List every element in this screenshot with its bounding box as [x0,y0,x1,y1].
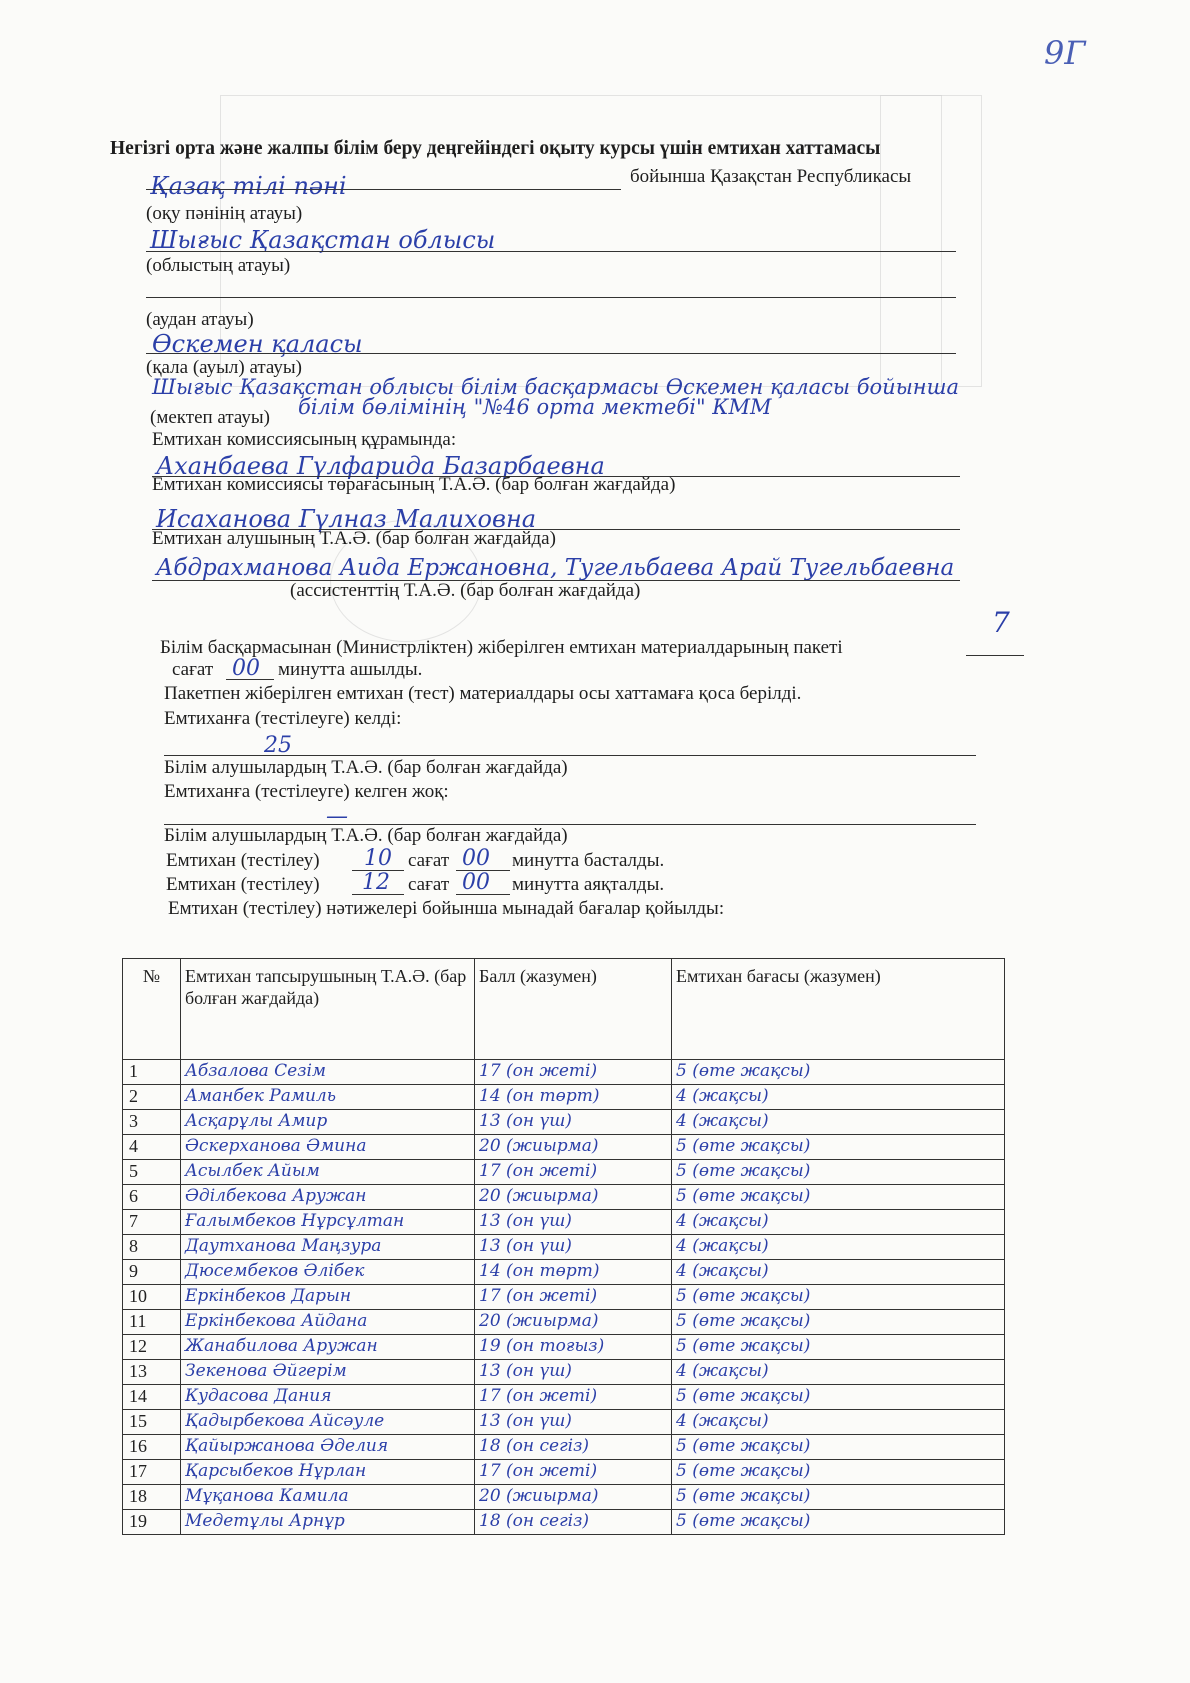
table-row [123,1085,1005,1110]
row-score: 13 (он үш) [475,1235,672,1260]
subject-suffix: бойынша Қазақстан Республикасы [630,166,912,187]
row-score: 14 (он төрт) [475,1085,672,1110]
row-name: Қайыржанова Әделия [181,1435,475,1460]
row-number: 15 [123,1410,181,1435]
start-min: 00 [462,846,490,871]
subject-value: Қазақ тілі пәні [150,172,347,200]
row-number: 7 [123,1210,181,1235]
table-header-row [123,959,1005,1060]
end-min-line [456,894,510,895]
school-label: (мектеп атауы) [150,407,270,428]
table-row [123,1185,1005,1210]
page-title: Негізгі орта және жалпы білім беру деңгейіндегі оқыту курсы үшін емтихан хаттамасы [110,138,881,159]
row-name: Асқарұлы Амир [181,1110,475,1135]
row-number: 16 [123,1435,181,1460]
commission-heading: Емтихан комиссиясының құрамында: [152,429,457,450]
table-row [123,1510,1005,1535]
end-hour-word: сағат [408,874,450,895]
end-hour: 12 [362,870,390,895]
row-number: 5 [123,1160,181,1185]
row-grade: 4 (жақсы) [672,1410,1005,1435]
row-grade: 5 (өте жақсы) [672,1510,1005,1535]
package-attached-text: Пакетпен жіберілген емтихан (тест) материалдары осы хаттамаға қоса берілді. [164,683,802,704]
package-number-line [966,655,1024,656]
row-number: 3 [123,1110,181,1135]
row-score: 17 (он жеті) [475,1385,672,1410]
row-grade: 4 (жақсы) [672,1110,1005,1135]
row-name: Еркінбеков Дарын [181,1285,475,1310]
school-value-line2: білім бөлімінің "№46 орта мектебі" КММ [298,395,772,419]
table-row [123,1360,1005,1385]
header-grade: Емтихан бағасы (жазумен) [672,959,1005,1060]
row-score: 13 (он үш) [475,1360,672,1385]
end-min: 00 [462,870,490,895]
row-score: 13 (он үш) [475,1410,672,1435]
start-suffix: минутта басталды. [512,850,665,871]
row-grade: 5 (өте жақсы) [672,1485,1005,1510]
row-name: Аманбек Рамиль [181,1085,475,1110]
row-grade: 5 (өте жақсы) [672,1185,1005,1210]
end-prefix: Емтихан (тестілеу) [166,874,320,895]
row-score: 20 (жиырма) [475,1485,672,1510]
row-score: 17 (он жеті) [475,1460,672,1485]
came-value: 25 [264,733,292,758]
assistants-label: (ассистенттің Т.А.Ә. (бар болған жағдайда) [290,580,641,601]
table-row [123,1260,1005,1285]
row-number: 13 [123,1360,181,1385]
row-number: 10 [123,1285,181,1310]
results-table [122,958,1005,1535]
district-label: (аудан атауы) [146,309,254,330]
absent-sublabel: Білім алушылардың Т.А.Ә. (бар болған жағдайда) [164,825,568,846]
row-score: 18 (он сегіз) [475,1510,672,1535]
table-row [123,1060,1005,1085]
table-row [123,1385,1005,1410]
row-name: Қарсыбеков Нұрлан [181,1460,475,1485]
row-grade: 5 (өте жақсы) [672,1060,1005,1085]
region-label: (облыстың атауы) [146,255,291,276]
region-value: Шығыс Қазақстан облысы [150,226,496,254]
row-number: 1 [123,1060,181,1085]
row-grade: 5 (өте жақсы) [672,1385,1005,1410]
end-suffix: минутта аяқталды. [512,874,665,895]
row-score: 18 (он сегіз) [475,1435,672,1460]
row-score: 17 (он жеті) [475,1285,672,1310]
row-grade: 5 (өте жақсы) [672,1285,1005,1310]
row-name: Мұқанова Камила [181,1485,475,1510]
row-number: 17 [123,1460,181,1485]
row-score: 20 (жиырма) [475,1310,672,1335]
table-row [123,1135,1005,1160]
city-line [146,353,956,354]
row-grade: 5 (өте жақсы) [672,1135,1005,1160]
chair-value: Аханбаева Гүлфарида Базарбаевна [156,452,605,480]
start-prefix: Емтихан (тестілеу) [166,850,320,871]
package-text: Білім басқармасынан (Министрліктен) жіберілген емтихан материалдарының пакеті [160,637,843,658]
row-score: 20 (жиырма) [475,1185,672,1210]
row-grade: 4 (жақсы) [672,1260,1005,1285]
region-line [146,251,956,252]
bleed-through-column [880,95,942,387]
row-grade: 4 (жақсы) [672,1235,1005,1260]
row-name: Дюсембеков Әлібек [181,1260,475,1285]
row-name: Әділбекова Аружан [181,1185,475,1210]
table-row [123,1285,1005,1310]
came-label: Емтиханға (тестілеуге) келді: [164,708,402,729]
grades-intro: Емтихан (тестілеу) нәтижелері бойынша мынадай бағалар қойылды: [168,898,725,919]
school-value-line1: Шығыс Қазақстан облысы білім басқармасы Өскемен қаласы бойынша [152,375,960,399]
examiner-value: Исаханова Гүлназ Малиховна [156,505,537,533]
subject-label: (оқу пәнінің атауы) [146,203,303,224]
row-name: Даутханова Маңзура [181,1235,475,1260]
row-number: 6 [123,1185,181,1210]
start-hour-word: сағат [408,850,450,871]
row-number: 14 [123,1385,181,1410]
absent-label: Емтиханға (тестілеуге) келген жоқ: [164,781,449,802]
row-name: Әскерханова Әмина [181,1135,475,1160]
row-name: Асылбек Айым [181,1160,475,1185]
city-value: Өскемен қаласы [152,330,363,358]
row-name: Медетұлы Арнұр [181,1510,475,1535]
district-line [146,297,956,298]
row-grade: 5 (өте жақсы) [672,1435,1005,1460]
row-name: Зекенова Әйгерім [181,1360,475,1385]
table-row [123,1310,1005,1335]
row-number: 12 [123,1335,181,1360]
row-score: 13 (он үш) [475,1110,672,1135]
came-line [164,755,976,756]
row-score: 14 (он төрт) [475,1260,672,1285]
table-row [123,1160,1005,1185]
package-minutes-line [226,679,274,680]
row-grade: 5 (өте жақсы) [672,1160,1005,1185]
table-row [123,1435,1005,1460]
subject-line [146,189,621,190]
end-hour-line [352,894,404,895]
row-score: 20 (жиырма) [475,1135,672,1160]
header-score: Балл (жазумен) [475,959,672,1060]
package-number: 7 [992,606,1010,639]
table-row [123,1210,1005,1235]
row-number: 8 [123,1235,181,1260]
table-row [123,1485,1005,1510]
examiner-label: Емтихан алушының Т.А.Ә. (бар болған жағдайда) [152,528,556,549]
row-name: Кудасова Дания [181,1385,475,1410]
start-hour: 10 [364,846,392,871]
row-name: Еркінбекова Айдана [181,1310,475,1335]
table-body [123,1060,1005,1535]
row-grade: 4 (жақсы) [672,1360,1005,1385]
package-hour-word: сағат [172,659,214,680]
absent-value: — [326,804,348,829]
chair-label: Емтихан комиссиясы төрағасының Т.А.Ә. (бар болған жағдайда) [152,474,676,495]
table-row [123,1460,1005,1485]
row-grade: 5 (өте жақсы) [672,1335,1005,1360]
row-name: Жанабилова Аружан [181,1335,475,1360]
came-sublabel: Білім алушылардың Т.А.Ә. (бар болған жағдайда) [164,757,568,778]
header-name: Емтихан тапсырушының Т.А.Ә. (бар болған жағдайда) [181,959,475,1060]
assistants-value: Абдрахманова Аида Ержановна, Тугельбаева Арай Тугельбаевна [156,555,955,581]
row-grade: 5 (өте жақсы) [672,1310,1005,1335]
package-minutes-suffix: минутта ашылды. [278,659,423,680]
row-name: Қадырбекова Айсәуле [181,1410,475,1435]
row-score: 17 (он жеті) [475,1160,672,1185]
table-row [123,1235,1005,1260]
table-row [123,1410,1005,1435]
row-number: 11 [123,1310,181,1335]
row-number: 4 [123,1135,181,1160]
page-mark: 9Г [1044,34,1086,72]
row-number: 19 [123,1510,181,1535]
row-number: 9 [123,1260,181,1285]
row-grade: 5 (өте жақсы) [672,1460,1005,1485]
package-minutes: 00 [232,656,260,681]
header-num: № [123,959,181,1060]
row-number: 18 [123,1485,181,1510]
row-grade: 4 (жақсы) [672,1210,1005,1235]
table-row [123,1335,1005,1360]
row-score: 17 (он жеті) [475,1060,672,1085]
city-label: (қала (ауыл) атауы) [146,357,302,378]
row-number: 2 [123,1085,181,1110]
row-name: Абзалова Сезім [181,1060,475,1085]
row-name: Ғалымбеков Нұрсұлтан [181,1210,475,1235]
row-score: 19 (он тоғыз) [475,1335,672,1360]
row-grade: 4 (жақсы) [672,1085,1005,1110]
row-score: 13 (он үш) [475,1210,672,1235]
table-row [123,1110,1005,1135]
